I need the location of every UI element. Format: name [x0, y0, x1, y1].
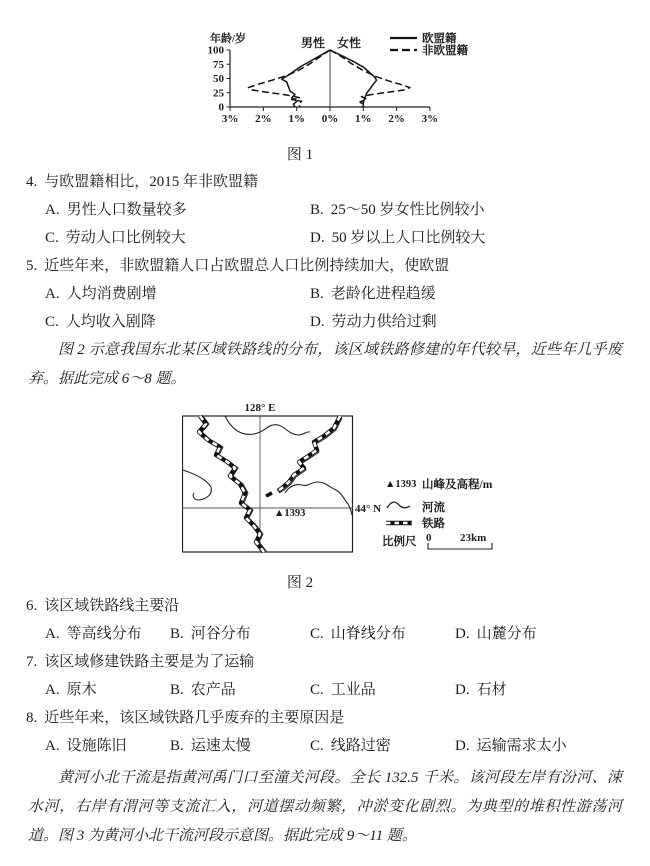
question-number: 5.	[26, 258, 38, 274]
question-5-options-row-2	[0, 308, 650, 337]
question-4-options-row-1	[0, 196, 650, 225]
svg-text:50: 50	[213, 73, 224, 85]
option-7c	[310, 676, 376, 705]
question-text: 与欧盟籍相比，2015 年非欧盟籍	[44, 174, 259, 190]
option-label: A.	[45, 738, 60, 754]
railway-branch	[266, 416, 340, 496]
option-text: 运速太慢	[190, 738, 251, 754]
svg-text:3%: 3%	[221, 113, 239, 125]
svg-text:2%: 2%	[388, 113, 405, 125]
option-5c	[45, 308, 156, 337]
question-number: 4.	[26, 174, 38, 190]
longitude-label: 128° E	[244, 402, 276, 414]
option-label: C.	[45, 230, 59, 246]
legend-peak-label: 山峰及高程/m	[422, 479, 493, 491]
y-axis-label: 年龄/岁	[209, 33, 247, 45]
option-5b	[310, 280, 436, 309]
scale-start-value: 0	[426, 532, 432, 544]
question-5-options-row-1	[0, 280, 650, 309]
male-label: 男性	[300, 36, 325, 50]
option-label: D.	[455, 626, 470, 642]
figure2-railway-map	[182, 398, 522, 558]
legend-river-label: 河流	[422, 502, 445, 514]
legend-label-non-eu: 非欧盟籍	[422, 45, 468, 57]
female-label: 女性	[337, 36, 362, 50]
scale-label: 比例尺	[382, 536, 417, 548]
option-5d	[310, 308, 437, 337]
option-text: 劳动力供给过剩	[331, 314, 437, 330]
question-text: 该区域修建铁路主要是为了运输	[44, 654, 255, 670]
option-label: D.	[310, 230, 325, 246]
option-text: 山麓分布	[476, 626, 537, 642]
option-label: B.	[170, 626, 184, 642]
option-text: 50 岁以上人口比例较大	[331, 230, 486, 246]
question-number: 7.	[26, 654, 38, 670]
legend-railway-label: 铁路	[422, 518, 445, 530]
option-label: A.	[45, 286, 60, 302]
option-text: 原木	[66, 682, 97, 698]
option-6d	[455, 620, 537, 649]
latitude-label: 44° N	[355, 503, 382, 515]
option-4a	[45, 196, 187, 225]
option-4b	[310, 196, 485, 225]
option-6b	[170, 620, 251, 649]
svg-text:2%: 2%	[255, 113, 272, 125]
legend-label-eu: 欧盟籍	[422, 33, 457, 45]
question-text: 该区域铁路线主要沿	[44, 598, 180, 614]
option-label: C.	[310, 682, 324, 698]
option-label: D.	[455, 682, 470, 698]
river-left	[183, 470, 211, 500]
option-4c	[45, 224, 186, 253]
question-6-options	[0, 620, 650, 649]
pyramid-curves	[208, 45, 439, 126]
question-4-options-row-2	[0, 224, 650, 253]
option-text: 人均消费剧增	[66, 286, 157, 302]
option-text: 人均收入剧降	[65, 314, 156, 330]
passage-1: 图 2 示意我国东北某区域铁路线的分布，该区域铁路修建的年代较早，近些年几乎废弃。据此完成 6～8 题。	[28, 342, 622, 387]
option-7d	[455, 676, 507, 705]
svg-text:100: 100	[207, 44, 224, 57]
legend-peak-icon: ▲1393	[385, 479, 417, 490]
option-8a	[45, 732, 127, 761]
question-4-stem	[26, 168, 258, 197]
question-7-stem	[26, 648, 254, 677]
option-text: 山脊线分布	[330, 626, 406, 642]
option-label: B.	[310, 286, 324, 302]
option-text: 河谷分布	[190, 626, 251, 642]
river-symbol-icon	[387, 502, 410, 508]
figure1-caption: 图 1	[286, 147, 314, 163]
svg-text:3%: 3%	[421, 113, 439, 125]
option-text: 老龄化进程趋缓	[330, 286, 436, 302]
question-text: 近些年来，该区域铁路几乎废弃的主要原因是	[44, 710, 345, 726]
question-8-options	[0, 732, 650, 761]
river-top	[225, 416, 310, 435]
option-8d	[455, 732, 567, 761]
option-8c	[310, 732, 391, 761]
svg-text:1%: 1%	[355, 113, 372, 125]
question-number: 8.	[26, 710, 38, 726]
option-7a	[45, 676, 97, 705]
option-label: D.	[455, 738, 470, 754]
svg-text:1%: 1%	[288, 113, 305, 125]
option-7b	[170, 676, 236, 705]
option-text: 工业品	[330, 682, 376, 698]
option-4d	[310, 224, 485, 253]
option-8b	[170, 732, 251, 761]
option-label: C.	[45, 314, 59, 330]
option-text: 男性人口数量较多	[66, 202, 187, 218]
question-text: 近些年来，非欧盟籍人口占欧盟总人口比例持续加大，使欧盟	[44, 258, 450, 274]
option-text: 农产品	[190, 682, 236, 698]
figure2-caption: 图 2	[286, 575, 314, 591]
option-label: B.	[310, 202, 324, 218]
option-text: 线路过密	[330, 738, 391, 754]
question-8-stem	[26, 704, 344, 733]
option-text: 25～50 岁女性比例较小	[330, 202, 485, 218]
question-5-stem	[26, 252, 449, 281]
option-5a	[45, 280, 157, 309]
mountain-peak-marker: ▲1393	[274, 508, 306, 519]
svg-text:25: 25	[213, 87, 224, 100]
svg-text:0%: 0%	[321, 113, 339, 125]
question-7-options	[0, 676, 650, 705]
question-6-stem	[26, 592, 179, 621]
svg-text:0: 0	[218, 101, 224, 114]
option-label: C.	[310, 738, 324, 754]
option-label: C.	[310, 626, 324, 642]
option-text: 劳动人口比例较大	[65, 230, 186, 246]
option-text: 设施陈旧	[66, 738, 127, 754]
option-6a	[45, 620, 142, 649]
option-6c	[310, 620, 406, 649]
passage-2: 黄河小北干流是指黄河禹门口至潼关河段。全长 132.5 千米。该河段左岸有汾河、涑水河，右岸有渭河等支流汇入，河道摆动频繁，冲淤变化剧烈。为典型的堆积性游荡河道。图 3 为黄河小北干流河段示意图。据此完成 9～11 题。	[28, 770, 622, 844]
scale-end-value: 23km	[460, 532, 487, 544]
option-label: B.	[170, 738, 184, 754]
question-number: 6.	[26, 598, 38, 614]
option-text: 石材	[476, 682, 507, 698]
option-label: B.	[170, 682, 184, 698]
option-text: 等高线分布	[66, 626, 142, 642]
figure1-population-pyramid	[175, 20, 490, 145]
option-label: A.	[45, 682, 60, 698]
option-text: 运输需求太小	[476, 738, 567, 754]
option-label: D.	[310, 314, 325, 330]
option-label: A.	[45, 202, 60, 218]
option-label: A.	[45, 626, 60, 642]
svg-text:75: 75	[213, 58, 224, 71]
